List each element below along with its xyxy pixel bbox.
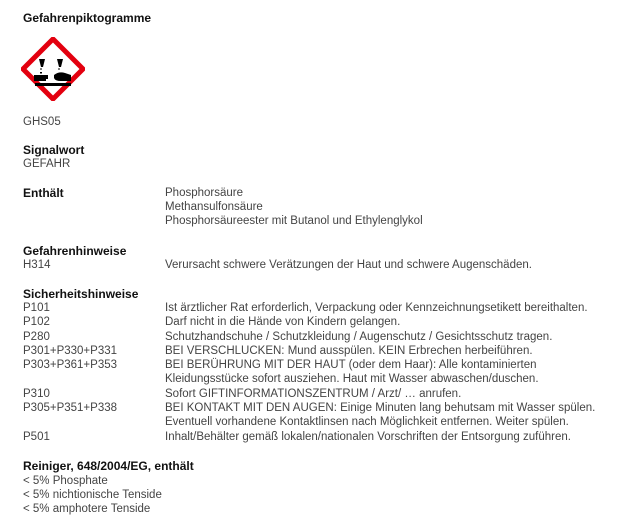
precaution-code: P301+P330+P331 (23, 345, 118, 357)
detergent-item: < 5% nichtionische Tenside (23, 489, 162, 501)
precaution-code: P303+P361+P353 (23, 359, 118, 371)
hazard-statements-heading: Gefahrenhinweise (23, 244, 127, 258)
contains-item: Methansulfonsäure (165, 201, 263, 213)
precaution-text: Inhalt/Behälter gemäß lokalen/nationalen Vorschriften der Entsorgung zuführen. (165, 431, 571, 443)
precaution-code: P501 (23, 431, 50, 443)
hazard-text: Verursacht schwere Verätzungen der Haut und schwere Augenschäden. (165, 259, 532, 271)
contains-heading: Enthält (23, 186, 64, 200)
precaution-code: P280 (23, 331, 50, 343)
precaution-code: P305+P351+P338 (23, 402, 118, 414)
signal-word-value: GEFAHR (23, 158, 71, 170)
precaution-code: P310 (23, 388, 50, 400)
precaution-text: Sofort GIFTINFORMATIONSZENTRUM / Arzt/ … anrufen. (165, 388, 462, 400)
precaution-text: BEI KONTAKT MIT DEN AUGEN: Einige Minuten lang behutsam mit Wasser spülen. (165, 402, 596, 414)
precaution-text: Kleidungsstücke sofort ausziehen. Haut mit Wasser abwaschen/duschen. (165, 373, 539, 385)
precaution-text: Darf nicht in die Hände von Kindern gelangen. (165, 316, 401, 328)
precaution-code: P102 (23, 316, 50, 328)
pictogram-code: GHS05 (23, 116, 61, 128)
precaution-text: Ist ärztlicher Rat erforderlich, Verpackung oder Kennzeichnungsetikett bereithalten. (165, 302, 588, 314)
hazard-code: H314 (23, 259, 51, 271)
precautionary-statements-heading: Sicherheitshinweise (23, 287, 139, 301)
corrosion-icon (21, 37, 85, 101)
signal-word-heading: Signalwort (23, 143, 85, 157)
detergent-item: < 5% amphotere Tenside (23, 503, 151, 515)
precaution-text: Eventuell vorhandene Kontaktlinsen nach Möglichkeit entfernen. Weiter spülen. (165, 416, 569, 428)
detergent-item: < 5% Phosphate (23, 475, 108, 487)
contains-item: Phosphorsäure (165, 187, 243, 199)
precaution-text: Schutzhandschuhe / Schutzkleidung / Augenschutz / Gesichtsschutz tragen. (165, 331, 553, 343)
detergent-heading: Reiniger, 648/2004/EG, enthält (23, 459, 194, 473)
precaution-text: BEI VERSCHLUCKEN: Mund ausspülen. KEIN Erbrechen herbeiführen. (165, 345, 533, 357)
precaution-text: BEI BERÜHRUNG MIT DER HAUT (oder dem Haar): Alle kontaminierten (165, 359, 537, 371)
contains-item: Phosphorsäureester mit Butanol und Ethylenglykol (165, 215, 423, 227)
precaution-code: P101 (23, 302, 50, 314)
pictograms-heading: Gefahrenpiktogramme (23, 11, 152, 25)
